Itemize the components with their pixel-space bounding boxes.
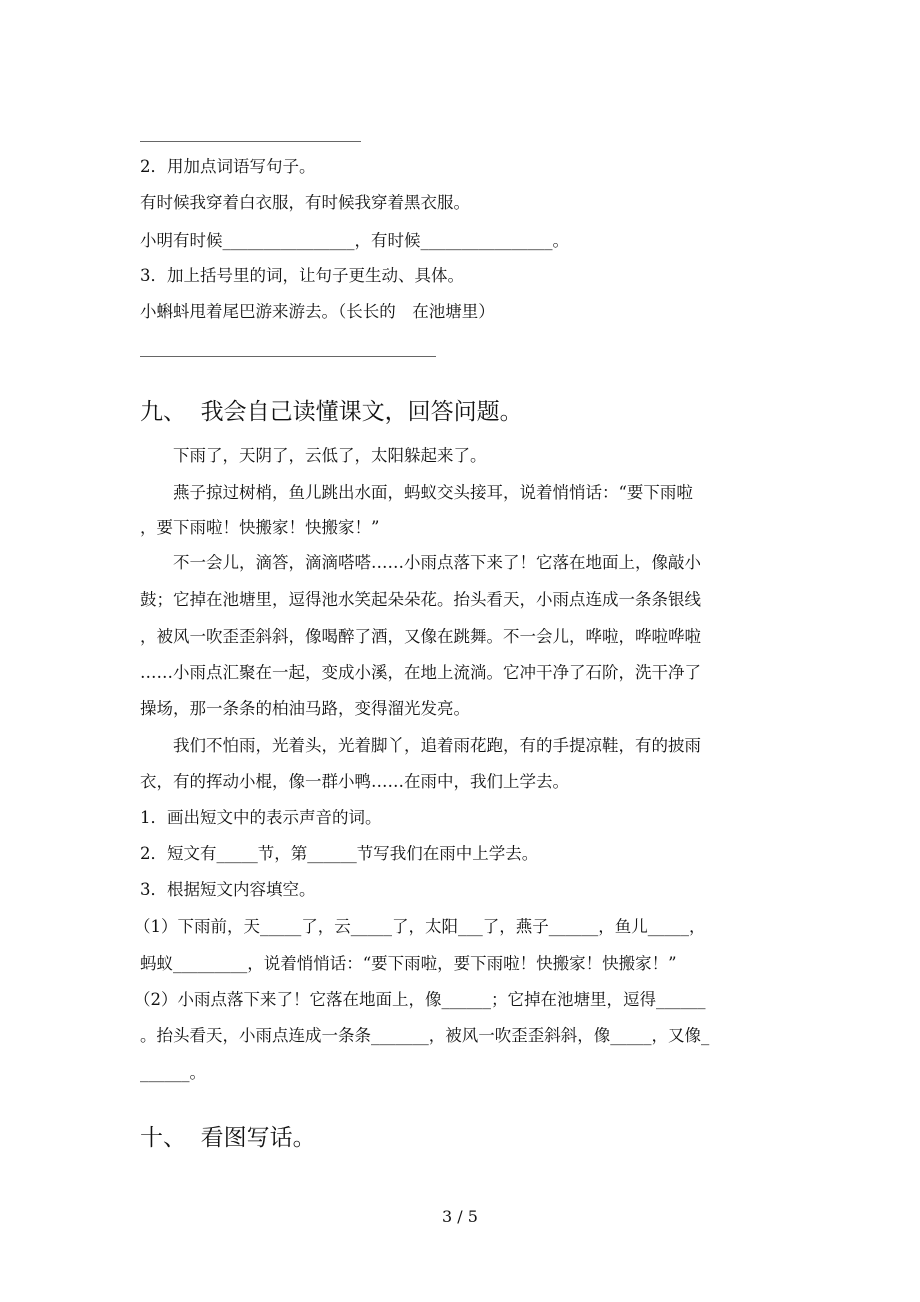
q9-passage-line: ，被风一吹歪歪斜斜，像喝醉了酒，又像在跳舞。不一会儿，哗啦，哗啦哗啦	[140, 627, 701, 646]
q9-question: 2．短文有_____节，第______节写我们在雨中上学去。	[140, 844, 539, 863]
q9-question: 蚂蚁_________，说着悄悄话：“要下雨啦，要下雨啦！快搬家！快搬家！”	[140, 954, 677, 973]
q8-item3: 3．加上括号里的词，让句子更生动、具体。	[140, 266, 464, 285]
q9-question: 1．画出短文中的表示声音的词。	[140, 808, 382, 827]
q9-passage-line: 衣，有的挥动小棍，像一群小鸭……在雨中，我们上学去。	[140, 772, 569, 791]
q9-passage-line: ，要下雨啦！快搬家！快搬家！”	[140, 518, 380, 537]
q9-passage-line: 不一会儿，滴答，滴滴嗒嗒……小雨点落下来了！它落在地面上，像敲小	[173, 553, 701, 572]
q9-question: 。抬头看天，小雨点连成一条条_______，被风一吹歪歪斜斜，像_____，又像_	[140, 1026, 710, 1045]
q8-item2-example: 有时候我穿着白衣服，有时候我穿着黑衣服。	[140, 193, 470, 212]
q9-passage-line: 操场，那一条条的柏油马路，变得溜光发亮。	[140, 699, 470, 718]
answer-line-top	[140, 141, 361, 142]
q8-item2: 2．用加点词语写句子。	[140, 157, 316, 176]
q10-heading: 十、 看图写话。	[140, 1125, 316, 1151]
q9-passage-line: 鼓；它掉在池塘里，逗得池水笑起朵朵花。抬头看天，小雨点连成一条条银线	[140, 590, 701, 609]
page-number: 3 / 5	[442, 1207, 478, 1226]
q9-question: ______。	[140, 1063, 206, 1082]
answer-line-q8-item3	[140, 356, 436, 357]
q9-passage-line: 燕子掠过树梢，鱼儿跳出水面，蚂蚁交头接耳，说着悄悄话：“要下雨啦	[173, 483, 693, 502]
q9-question: 3．根据短文内容填空。	[140, 880, 316, 899]
q9-question: （1）下雨前，天_____了，云_____了，太阳___了，燕子______，鱼儿_____，	[134, 917, 706, 936]
q9-heading: 九、 我会自己读懂课文，回答问题。	[140, 399, 523, 425]
q9-passage-line: 下雨了，天阴了，云低了，太阳躲起来了。	[173, 446, 487, 465]
q9-passage-line: ……小雨点汇聚在一起，变成小溪，在地上流淌。它冲干净了石阶，洗干净了	[140, 663, 701, 682]
q8-item2-fill: 小明有时候________________，有时候________________。	[140, 231, 569, 250]
q8-item3-sentence: 小蝌蚪甩着尾巴游来游去。（长长的 在池塘里）	[140, 302, 495, 321]
q9-passage-line: 我们不怕雨，光着头，光着脚丫，追着雨花跑，有的手提凉鞋，有的披雨	[173, 736, 701, 755]
q9-question: （2）小雨点落下来了！它落在地面上，像______；它掉在池塘里，逗得______	[134, 990, 706, 1009]
